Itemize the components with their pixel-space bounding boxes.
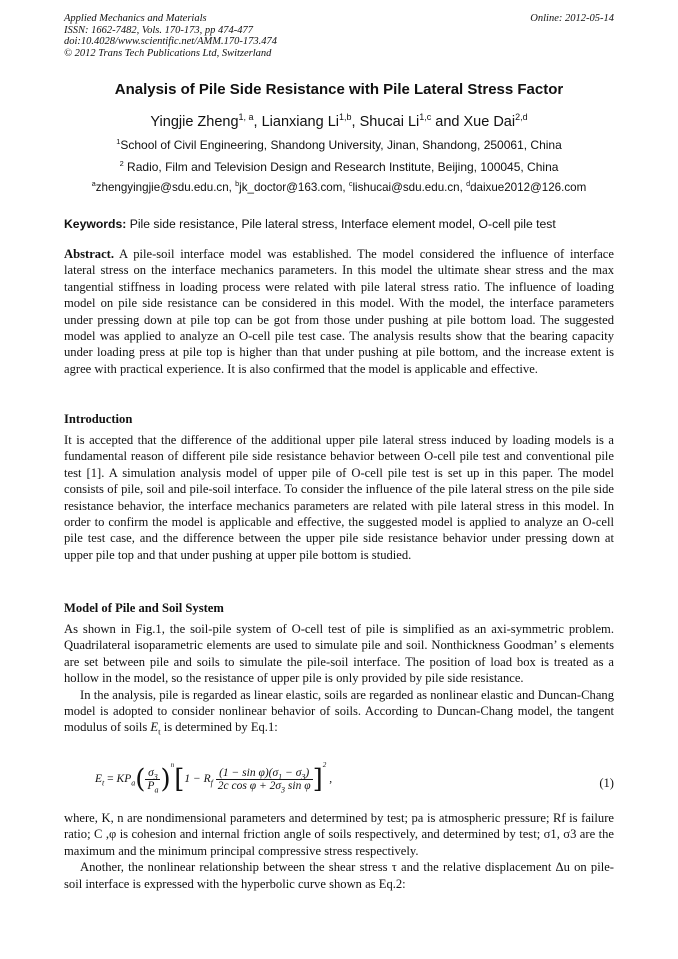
email-mark: b [235, 179, 240, 189]
section-heading-model: Model of Pile and Soil System [64, 601, 224, 615]
email-address: daixue2012@126.com [470, 181, 587, 194]
eq-big-fraction [216, 767, 313, 792]
model-body [64, 621, 614, 736]
author-name: Xue Dai [463, 114, 516, 130]
author-separator: and [431, 114, 464, 130]
eq-sign: = [104, 772, 117, 785]
abstract-text: A pile-soil interface model was established. The model considered the influence of interface lateral stress on the interface mechanics parameters. In this model the ultimate shear stress and the max tangential stiffness in loading process were related with pile lateral stress ratio. The influence of loading model on pile side resistance can be considered in this model. With the model, the interface parameters under pressing down at pile top can be got from those under pushing at pile bottom load. The suggested model was applied to analyze an O-cell pile test case. The analysis results show that the bearing capacity under loading press at pile top is higher than that under pushing at pile bottom, and the increase extent is agree with practical experience. It is also confirmed that the model is applicable and effective. [64, 247, 614, 376]
eq-big-num-sub: 3 [301, 771, 306, 781]
author-name: Yingjie Zheng [150, 114, 239, 130]
abstract-label: Abstract. [64, 247, 115, 261]
equation-1: $E_t = KP_a$( $\frac{\sigma_3}{P_a}$ )$^n[1 - R_f$ $\frac{(1 - \sin \varphi)(\sigma_1 - \sigma_3)}{2c \cos \varphi + 2\sigma_3 \sin \varphi}$ ]$^2$ , [95, 760, 333, 794]
email-mark: d [466, 179, 471, 189]
email-address: lishucai@sdu.edu.cn, [352, 181, 467, 194]
email-address: zhengyingjie@sdu.edu.cn, [95, 181, 236, 194]
paper-title: Analysis of Pile Side Resistance with Pile Lateral Stress Factor [114, 81, 564, 98]
introduction-body [64, 432, 614, 563]
model-paragraph-1: As shown in Fig.1, the soil-pile system of O-cell test of pile is simplified as an axi-symmetric problem. Quadrilateral isoparametric elements are used to simulate pile and soil. Nonthickness Goodman’ s elements are set between pile and soils to simulate the pile-soil interface. The position of load box is treated as a hollow in the model, so the resistance of upper pile is only provided by pile side resistance. [64, 622, 614, 686]
email-address: jk_doctor@163.com, [239, 181, 349, 194]
affiliation-1 [0, 138, 678, 152]
author-affil-mark: 1,b [339, 112, 352, 123]
model-paragraph-2-end: is determined by Eq.1: [160, 720, 278, 735]
author-name: Shucai Li [359, 114, 420, 130]
eq-tail: , [326, 772, 333, 785]
journal-issn: ISSN: 1662-7482, Vols. 170-173, pp 474-477 [64, 24, 253, 36]
affiliation-mark: 1 [116, 137, 121, 146]
journal-copyright: © 2012 Trans Tech Publications Ltd, Switzerland [64, 47, 272, 59]
variable-sub: t [158, 726, 161, 737]
eq-kp: KP [116, 772, 132, 785]
where-block [64, 810, 614, 892]
keywords [64, 217, 556, 231]
affiliation-2 [0, 160, 678, 174]
eq-rf-sub: f [210, 777, 213, 787]
keywords-label: Keywords: [64, 217, 127, 231]
email-mark: a [91, 179, 96, 189]
model-paragraph-2 [64, 687, 614, 736]
affiliation-mark: 2 [119, 159, 124, 168]
where-text: where, K, n are nondimensional parameters and determined by test; pa is atmospheric pressure; Rf is failure ratio; C ,φ is cohesion and internal friction angle of soils respectively, and determined by test; σ1, σ3 are the maximum and the minimum principal compressive stress respectively. [64, 811, 614, 858]
eq-ratio-den: P [147, 779, 155, 792]
eq-one-minus: 1 − R [184, 772, 211, 785]
model-paragraph-3: Another, the nonlinear relationship between the shear stress τ and the relative displacement Δu on pile-soil interface is expressed with the hyperbolic curve shown as Eq.2: [64, 860, 614, 891]
model-paragraph-2-text: In the analysis, pile is regarded as linear elastic, soils are regarded as nonlinear elastic and Duncan-Chang model is adopted to consider nonlinear behavior of soils. According to Duncan-Chang model, the tangent modulus of soils [64, 687, 614, 735]
author-list [0, 114, 678, 130]
affiliation-text: Radio, Film and Television Design and Research Institute, Beijing, 100045, China [123, 160, 559, 174]
author-separator: , [253, 114, 262, 130]
email-mark: c [348, 179, 353, 189]
eq-big-den: 2c cos φ + 2σ [217, 779, 282, 792]
section-heading-introduction: Introduction [64, 412, 133, 426]
author-affil-mark: 1,c [419, 112, 432, 123]
journal-header [64, 13, 277, 59]
journal-doi: doi:10.4028/www.scientific.net/AMM.170-173.474 [64, 36, 277, 47]
eq-big-den-sub: 3 [281, 784, 286, 794]
eq-exp-2: 2 [322, 760, 327, 769]
online-date: Online: 2012-05-14 [530, 13, 614, 24]
eq-big-num-end: ) [305, 766, 310, 779]
eq-big-num: (1 − sin φ)(σ [219, 766, 279, 779]
eq-lhs-sub: t [102, 777, 105, 787]
introduction-text: It is accepted that the difference of the additional upper pile lateral stress induced by loading models is a fundamental reason of different pile side resistance behavior between O-cell pile test and conventional pile test [1]. A simulation analysis model of upper pile of O-cell pile test is set up in this paper. The model consists of pile, soil and pile-soil interface. To consider the influence of the pile lateral stress on the pile side resistance behavior, the interface mechanics parameters are related with pile lateral stress in this model. In order to confirm the model is applicable and effective, the suggested model is applied to analyze an O-cell pile test case, and the difference between the upper pile side resistance behavior under pressing down at upper pile top and that under pushing at upper pile bottom is studied. [64, 433, 614, 562]
eq-big-num-sub: 1 [278, 771, 283, 781]
eq-big-num-mid: − σ [282, 766, 302, 779]
eq-ratio-num-sub: 3 [153, 771, 158, 781]
eq-exp-n: n [170, 760, 175, 769]
eq-ratio-den-sub: a [154, 784, 159, 794]
variable-e: E [150, 720, 159, 735]
eq-big-den-end: sin φ [285, 779, 311, 792]
eq-ratio-num: σ [148, 766, 154, 779]
email-list [0, 181, 678, 194]
eq-kp-sub: a [131, 777, 136, 787]
author-name: Lianxiang Li [261, 114, 340, 130]
equation-number: (1) [599, 776, 614, 790]
journal-name: Applied Mechanics and Materials [64, 13, 207, 24]
author-affil-mark: 1, a [238, 112, 254, 123]
eq-lhs: E [95, 772, 103, 785]
keywords-text: Pile side resistance, Pile lateral stress, Interface element model, O-cell pile test [126, 217, 556, 231]
abstract [64, 246, 614, 377]
author-affil-mark: 2,d [515, 112, 528, 123]
affiliation-text: School of Civil Engineering, Shandong University, Jinan, Shandong, 250061, China [120, 138, 562, 152]
eq-ratio [145, 767, 160, 792]
author-separator: , [351, 114, 360, 130]
